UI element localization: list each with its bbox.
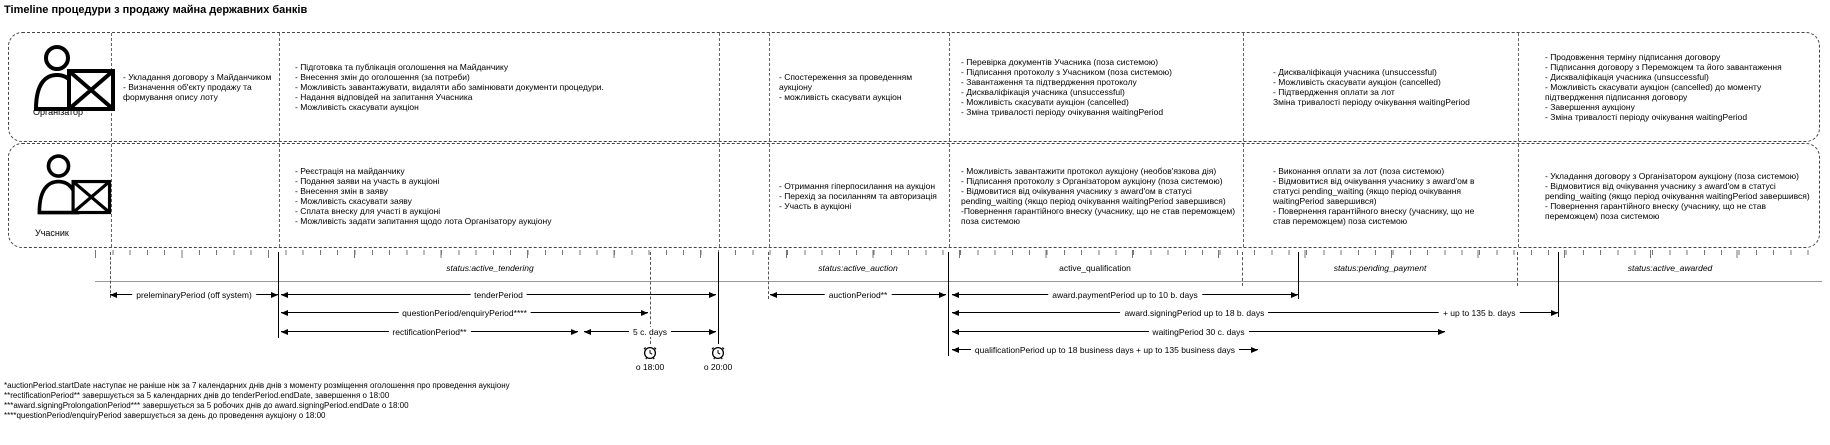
footnote: *auctionPeriod.startDate наступає не раніше ніж за 7 календарних днів днів з моменту розміщення оголошення про проведення аукціону	[4, 381, 510, 390]
organizer-cell-auction	[779, 33, 944, 141]
activity-item: - можливість скасувати аукціон	[779, 92, 902, 102]
status-pending-payment: status:pending_payment	[1333, 263, 1427, 273]
timeline-ruler	[95, 250, 1822, 258]
activity-item: - Дискваліфікація учасника (unsuccessful)	[1273, 67, 1437, 77]
organizer-cell-tendering	[295, 33, 705, 141]
activity-item: - Дискваліфікація учасника (unsuccessful)	[1545, 72, 1709, 82]
activity-item: - Внесення змін в заяву	[295, 185, 388, 196]
organizer-cell-preliminary	[123, 33, 273, 141]
activity-item: - Відмовитися від очікування учаснику з award'ом в статусі pending_waiting (якщо період очікування waitingPeriod завершився)	[961, 185, 1226, 206]
activity-item: - Визначення об'єкту продажу та формування опису лоту	[123, 82, 252, 102]
guide-line	[1242, 252, 1243, 286]
organizer-cell-payment	[1273, 33, 1488, 141]
footnote: ***award.signingProlongationPeriod*** завершується за 5 робочих днів до award.signingPeriod.endDate о 18:00	[4, 401, 409, 410]
activity-item: - Укладання договору з Організатором аукціону (поза системою)	[1545, 170, 1799, 181]
clock-time-label: о 18:00	[635, 362, 665, 372]
activity-item: - Підписання протоколу з Учасником (поза системою)	[961, 67, 1173, 77]
activity-item: - Можливість скасувати аукціон (cancelled)	[1273, 77, 1441, 87]
footnote: **rectificationPeriod** завершується за 5 календарних днів до tenderPeriod.endDate, завершення о 18:00	[4, 391, 390, 400]
activity-item: - Спостереження за проведенням аукціону	[779, 72, 913, 92]
activity-item: - Дискваліфікація учасника (unsuccessful)	[961, 87, 1125, 97]
organizer-cell-qualification	[961, 33, 1236, 141]
status-band-line	[95, 281, 1822, 282]
activity-item: - Можливість завантажити протокол аукціону (необов'язкова дія)	[961, 165, 1217, 176]
activity-item: - Повернення гарантійного внеску (учаснику, що не став переможцем) поза системою	[1545, 200, 1766, 221]
activity-item: - Можливість скасувати заяву	[295, 195, 412, 206]
activity-item: - Підписання протоколу з Організатором аукціону (поза системою)	[961, 175, 1223, 186]
column-separator	[1518, 33, 1519, 141]
organizer-cell-awarded	[1545, 33, 1815, 141]
ruler-ticks-major	[95, 250, 1822, 258]
activity-item: - Укладання договору з Майданчиком	[123, 72, 272, 82]
column-separator	[1243, 144, 1244, 247]
activity-item: - Надання відповідей на запитання Учасника	[295, 92, 473, 102]
activity-item: Зміна тривалості періоду очікування waitingPeriod	[1273, 97, 1470, 107]
status-active-tendering: status:active_tendering	[446, 263, 534, 273]
column-separator	[279, 144, 280, 247]
arrow-signing-period: award.signingPeriod up to 18 b. days + up to 135 b. days	[952, 312, 1558, 313]
person-envelope-icon	[33, 152, 115, 227]
column-separator	[949, 144, 950, 247]
activity-item: - Зміна тривалості періоду очікування waitingPeriod	[961, 107, 1164, 117]
arrow-tender-period: tenderPeriod	[281, 294, 716, 295]
activity-item: - Реєстрація на майданчику	[295, 165, 405, 176]
clock-icon	[642, 344, 658, 360]
guide-line	[278, 252, 279, 338]
guide-line	[768, 252, 769, 299]
activity-item: - Продовження терміну підписання договору	[1545, 52, 1721, 62]
arrow-five-days: 5 c. days	[584, 331, 716, 332]
column-separator	[279, 33, 280, 141]
activity-item: - Завантаження та підтвердження протоколу	[961, 77, 1137, 87]
activity-item: - Можливість задати запитання щодо лота Організатору аукціону	[295, 215, 552, 226]
activity-item: - Підписання договору з Переможцем та його завантаження	[1545, 62, 1782, 72]
arrow-rectification-period: rectificationPeriod**	[281, 331, 578, 332]
activity-item: - Відмовитися від очікування учаснику з award'ом в статусі pending_waiting (якщо період очікування waitingPeriod завершився)	[1545, 180, 1810, 201]
activity-item: - Внесення змін до оголошення (за потреби)	[295, 72, 470, 82]
activity-item: - Можливість скасувати аукціон	[295, 102, 419, 112]
activity-item: - Підтвердження оплати за лот	[1273, 87, 1395, 97]
activity-item: - Перехід за посиланням та авторизація	[779, 190, 937, 201]
status-active-auction: status:active_auction	[818, 263, 898, 273]
activity-item: - Відмовитися від очікування учаснику з award'ом в статусі pending_waiting (якщо період очікування waitingPeriod завершився)	[1273, 175, 1475, 206]
activity-item: - Можливість скасувати аукціон (cancelled)	[961, 97, 1129, 107]
status-active-qualification: active_qualification	[1059, 263, 1131, 273]
column-separator	[719, 144, 720, 247]
activity-item: - Сплата внеску для участі в аукціоні	[295, 205, 441, 216]
organizer-lane	[8, 32, 1820, 142]
column-separator	[769, 144, 770, 247]
activity-item: - Участь в аукціоні	[779, 200, 852, 211]
clock-time-label: о 20:00	[703, 362, 733, 372]
arrow-auction-period: auctionPeriod**	[770, 294, 946, 295]
column-separator	[1518, 144, 1519, 247]
guide-line	[718, 252, 719, 344]
guide-line	[1558, 252, 1559, 317]
participant-lane	[8, 143, 1820, 248]
activity-item: - Завершення аукціону	[1545, 102, 1635, 112]
arrow-preleminary-period: preleminaryPeriod (off system)	[110, 294, 278, 295]
column-separator	[949, 33, 950, 141]
participant-cell-payment	[1273, 144, 1493, 247]
activity-item: - Виконання оплати за лот (поза системою)	[1273, 165, 1445, 176]
footnote: ****questionPeriod/enquiryPeriod завершується за день до проведення аукціону о 18:00	[4, 411, 326, 420]
activity-item: - Перевірка документів Учасника (поза системою)	[961, 57, 1159, 67]
participant-cell-awarded	[1545, 144, 1817, 247]
activity-item: -Повернення гарантійного внеску (учаснику, що не став переможцем) поза системою	[961, 205, 1236, 226]
arrow-question-period: questionPeriod/enquiryPeriod****	[281, 312, 648, 313]
participant-cell-tendering	[295, 144, 705, 247]
activity-item: - Можливість завантажувати, видаляти або замінювати документи процедури.	[295, 82, 604, 92]
footnotes	[4, 381, 510, 421]
participant-cell-qualification	[961, 144, 1236, 247]
column-separator	[719, 33, 720, 141]
arrow-qualification-period: qualificationPeriod up to 18 business days + up to 135 business days	[952, 349, 1258, 350]
guide-line	[948, 252, 949, 356]
participant-cell-auction	[779, 144, 944, 247]
activity-item: - Подання заяви на участь в аукціоні	[295, 175, 440, 186]
activity-item: - Зміна тривалості періоду очікування waitingPeriod	[1545, 112, 1748, 122]
activity-item: - Підготовка та публікація оголошення на Майданчику	[295, 62, 509, 72]
guide-line	[1517, 252, 1518, 286]
actor-label: Організатор	[33, 107, 84, 117]
activity-item: - Можливість скасувати аукціон (cancelled) до моменту підтвердження підписання договору	[1545, 82, 1762, 102]
actor-label: Учасник	[35, 228, 69, 238]
clock-icon	[710, 344, 726, 360]
column-separator	[1243, 33, 1244, 141]
column-separator	[769, 33, 770, 141]
arrow-payment-period: award.paymentPeriod up to 10 b. days	[952, 294, 1298, 295]
status-active-awarded: status:active_awarded	[1627, 263, 1713, 273]
arrow-waiting-period: waitingPeriod 30 c. days	[952, 331, 1445, 332]
page-title: Timeline процедури з продажу майна державних банків	[4, 4, 308, 16]
activity-item: - Повернення гарантійного внеску (учаснику, що не став переможцем) поза системою	[1273, 205, 1475, 226]
activity-item: - Отримання гіперпосилання на аукціон	[779, 180, 936, 191]
guide-line	[1298, 252, 1299, 299]
